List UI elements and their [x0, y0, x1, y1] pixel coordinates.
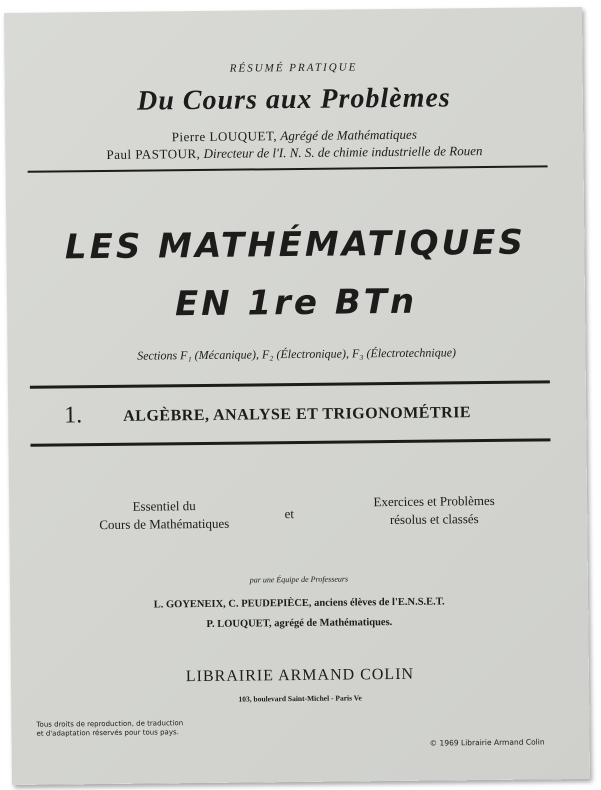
rights-notice — [36, 719, 183, 739]
volume-divider-top — [30, 380, 550, 388]
collection-title: Du Cours aux Problèmes — [136, 82, 451, 117]
sections-subtitle: Sections F₁ (Mécanique), F₂ (Électronique), F₃ (Électrotechnique) — [137, 345, 457, 363]
author-name: Paul PASTOUR, — [106, 145, 201, 162]
contents-connector: et — [284, 506, 294, 522]
volume-divider-bottom — [30, 438, 550, 446]
rights-line: et d'adaptation réservés pour tous pays. — [36, 728, 179, 738]
contents-right — [329, 491, 539, 529]
contents-left — [59, 496, 269, 534]
author-role: Directeur de l'I. N. S. de chimie industrielle de Rouen — [203, 143, 483, 161]
contents-left-line: Essentiel du — [132, 498, 196, 514]
team-byline: par une Équipe de Professeurs — [249, 574, 349, 585]
header-divider — [28, 165, 548, 172]
author-name: Pierre LOUQUET, — [171, 128, 278, 145]
rights-line: Tous droits de reproduction, de traduction — [36, 719, 184, 729]
book-cover — [4, 7, 590, 785]
publisher-address: 103, boulevard Saint-Michel - Paris Ve — [238, 693, 362, 704]
contents-right-line: Exercices et Problèmes — [373, 492, 495, 510]
team-line-2: P. LOUQUET, agrégé de Mathématiques. — [206, 617, 393, 630]
contents-right-line: résolus et classés — [389, 511, 479, 528]
contents-left-line: Cours de Mathématiques — [99, 515, 230, 533]
volume-title: ALGÈBRE, ANALYSE ET TRIGONOMÉTRIE — [123, 404, 472, 425]
main-title-line-1: LES MATHÉMATIQUES — [64, 222, 527, 268]
series-label: RÉSUMÉ PRATIQUE — [229, 61, 358, 75]
author-role: Agrégé de Mathématiques — [280, 126, 417, 144]
volume-number: 1. — [64, 402, 83, 429]
copyright-notice: © 1969 Librairie Armand Colin — [429, 737, 545, 748]
publisher-name: LIBRAIRIE ARMAND COLIN — [185, 665, 415, 686]
team-line-1: L. GOYENEIX, C. PEUDEPIÈCE, anciens élèves de l'E.N.S.E.T. — [153, 596, 445, 611]
main-title-line-2: EN 1re BTn — [174, 281, 418, 325]
